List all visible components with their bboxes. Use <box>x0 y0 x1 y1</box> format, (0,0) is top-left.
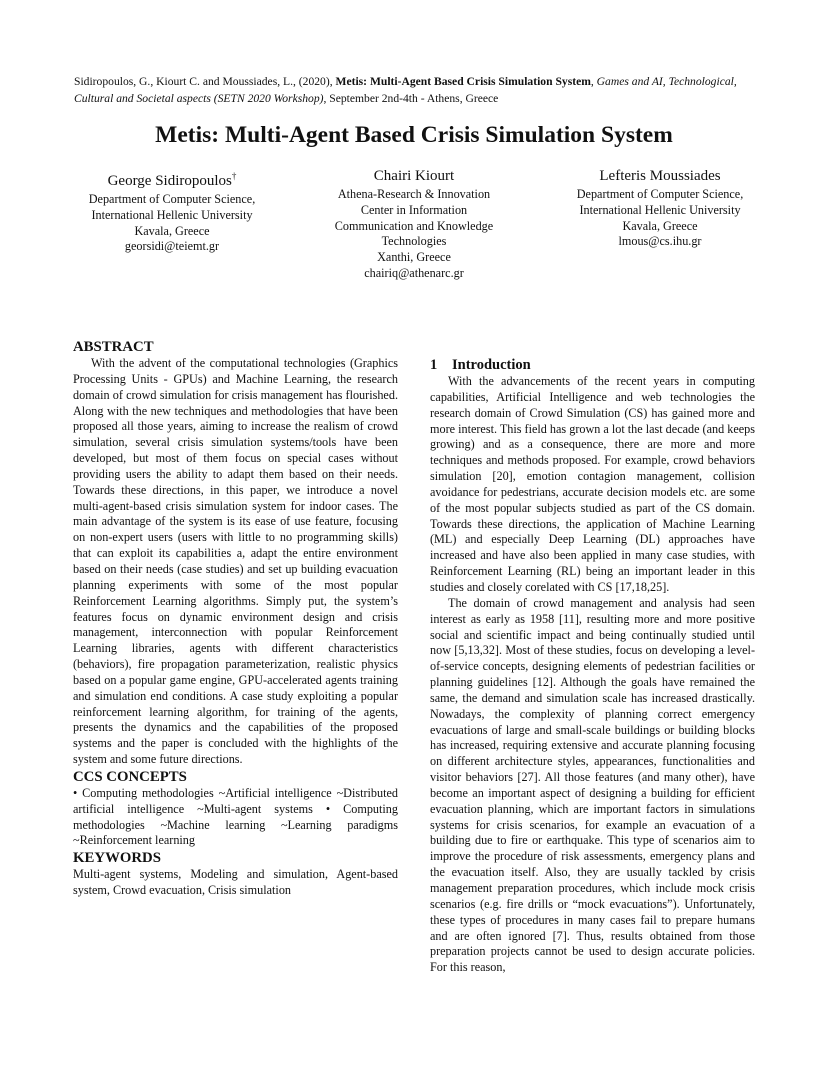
keywords-heading: KEYWORDS <box>73 850 161 867</box>
paper-title: Metis: Multi-Agent Based Crisis Simulation System <box>155 122 673 148</box>
citation-header: Sidiropoulos, G., Kiourt C. and Moussiades, L., (2020), Metis: Multi-Agent Based Crisis Simulation System, Games and AI, Technological, Cultural and Societal aspects (SETN 2020 Workshop), September 2nd-4th - Athens, Greece <box>74 75 737 105</box>
intro-paragraph-1: With the advancements of the recent years in computing capabilities, Artificial Intelligence and web technologies the research domain of Crowd Simulation (CS) has gained more and more interest. This field has grown a lot the last decade (and keeps growing) and as a consequence, there are more and more techniques and methods proposed. For example, crowd behaviors simulation [20], emotion contagion management, collision avoidance for pedestrians, accurate decision models etc. are some of the most popular subjects studied as part of the CS domain. Towards these directions, the application of Machine Learning (ML) and especially Deep Learning (DL) approaches have increased and have also been applied in many case studies, with Reinforcement Learning (RL) being an important leader in this studies and closely corelated with CS [17,18,25]. <box>430 374 756 594</box>
author-footnote-mark: † <box>231 171 237 181</box>
author-affiliation-line: Department of Computer Science, <box>576 187 744 201</box>
author-affiliation-line: Kavala, Greece <box>622 218 698 233</box>
author-block-3 <box>558 166 762 250</box>
left-column <box>73 338 398 899</box>
author-name: Lefteris Moussiades <box>599 168 721 184</box>
author-affiliation-line: Kavala, Greece <box>134 223 210 238</box>
section-title: Introduction <box>452 357 531 373</box>
author-affiliation-line: International Hellenic University <box>91 207 253 222</box>
abstract-heading: ABSTRACT <box>73 339 154 355</box>
intro-paragraph-2: The domain of crowd management and analysis had seen interest as early as 1958 [11], resulting more and more positive social and scientific impact and being continually studied until now [5,13,32]. Most of these studies, focus on developing a level-of-service concepts, designing elements of pedestrian facilities or planning guidelines [12]. Although the goals have remained the same, the demand and simulation scale has increased drastically. Nowadays, the complexity of planning correct emergency evacuations of large and small-scale buildings or building blocks has increased, requiring extensive and accurate planning focusing on different architecture styles, appearances, functionalities and visitor behaviors [27]. All those features (and many other), have become an important aspect of designing a building for efficient evacuation planning, which are important factors in simulations systems for crisis scenarios, for example an evacuation of a building due to fire or earthquake. This type of scenarios aim to improve the procedure of risk assessments, emergency plans and the evacuation itself. Also, they are usually tackled by crisis management preparation procedures, which include mock crisis scenarios (e.g. fire drills or “mock evacuations”). Unfortunately, these types of procedures in many cases fail to prepare humans and are often ignored [7]. Thus, results obtained from those preparation projects cannot be used to design accurate policies. For this reason, <box>430 595 755 975</box>
author-affiliation-line: Technologies <box>381 234 447 249</box>
citation-venue: Games and AI, Technological, Cultural and Societal aspects (SETN 2020 Workshop) <box>74 75 737 105</box>
section-number: 1 <box>430 357 438 373</box>
right-column <box>430 356 755 976</box>
author-affiliation-line: Communication and Knowledge <box>334 218 494 233</box>
author-block-2 <box>314 166 514 282</box>
author-name: Chairi Kiourt <box>373 168 455 184</box>
author-affiliation-line: Department of Computer Science, <box>88 192 256 206</box>
author-affiliation-line: Xanthi, Greece <box>377 250 451 265</box>
author-affiliation-line: International Hellenic University <box>579 202 741 217</box>
citation-authors: Sidiropoulos, G., Kiourt C. and Moussiades, L., (2020), <box>74 75 336 88</box>
author-email: lmous@cs.ihu.gr <box>618 234 702 249</box>
ccs-concepts-text: • Computing methodologies ~Artificial intelligence ~Distributed artificial intelligence ~Multi-agent systems • Computing methodologies ~Machine learning ~Learning paradigms ~Reinforcement learning <box>73 785 398 848</box>
author-email: georsidi@teiemt.gr <box>124 239 220 254</box>
author-block-1 <box>70 166 274 255</box>
citation-date-place: , September 2nd-4th - Athens, Greece <box>323 92 499 105</box>
citation-paper-title: Metis: Multi-Agent Based Crisis Simulation System <box>335 75 591 88</box>
abstract-text: With the advent of the computational technologies (Graphics Processing Units - GPUs) and Machine Learning, the research domain of crowd simulation for crisis management has flourished. Along with the new techniques and methodologies that have been proposed all those years, aiming to increase the realism of crowd simulation, several crisis simulation systems/tools have been developed, but most of them focus on special cases without providing users the ability to adapt them based on their needs. Towards these directions, in this paper, we introduce a novel multi-agent-based crisis simulation system for indoor cases. The main advantage of the system is its ease of use feature, focusing on non-expert users (users with little to no programming skills) that can exploit its capabilities a, adapt the entire environment based on their needs (case studies) and set up building evacuation planning experiments with some of the most popular Reinforcement Learning algorithms. Simply put, the system’s features focus on dynamic environment design and crisis management, interconnection with popular Reinforcement Learning libraries, agents with different characteristics (behaviors), fire propagation parameterization, realistic physics based on a popular game engine, GPU-accelerated agents training and simulation end conditions. A case study exploiting a popular reinforcement learning algorithm, for training of the agents, presents the dynamics and the capabilities of the proposed systems and the paper is concluded with the highlights of the system and some future directions. <box>73 356 398 767</box>
ccs-concepts-heading: CCS CONCEPTS <box>73 768 187 785</box>
author-email: chairiq@athenarc.gr <box>364 265 464 280</box>
introduction-heading <box>430 356 755 374</box>
author-affiliation-line: Center in Information <box>360 202 468 217</box>
keywords-text: Multi-agent systems, Modeling and simulation, Agent-based system, Crowd evacuation, Crisis simulation <box>73 867 398 898</box>
author-affiliation-line: Athena-Research & Innovation <box>337 187 491 201</box>
author-name-text: George Sidiropoulos <box>107 173 232 189</box>
author-name <box>70 166 274 191</box>
